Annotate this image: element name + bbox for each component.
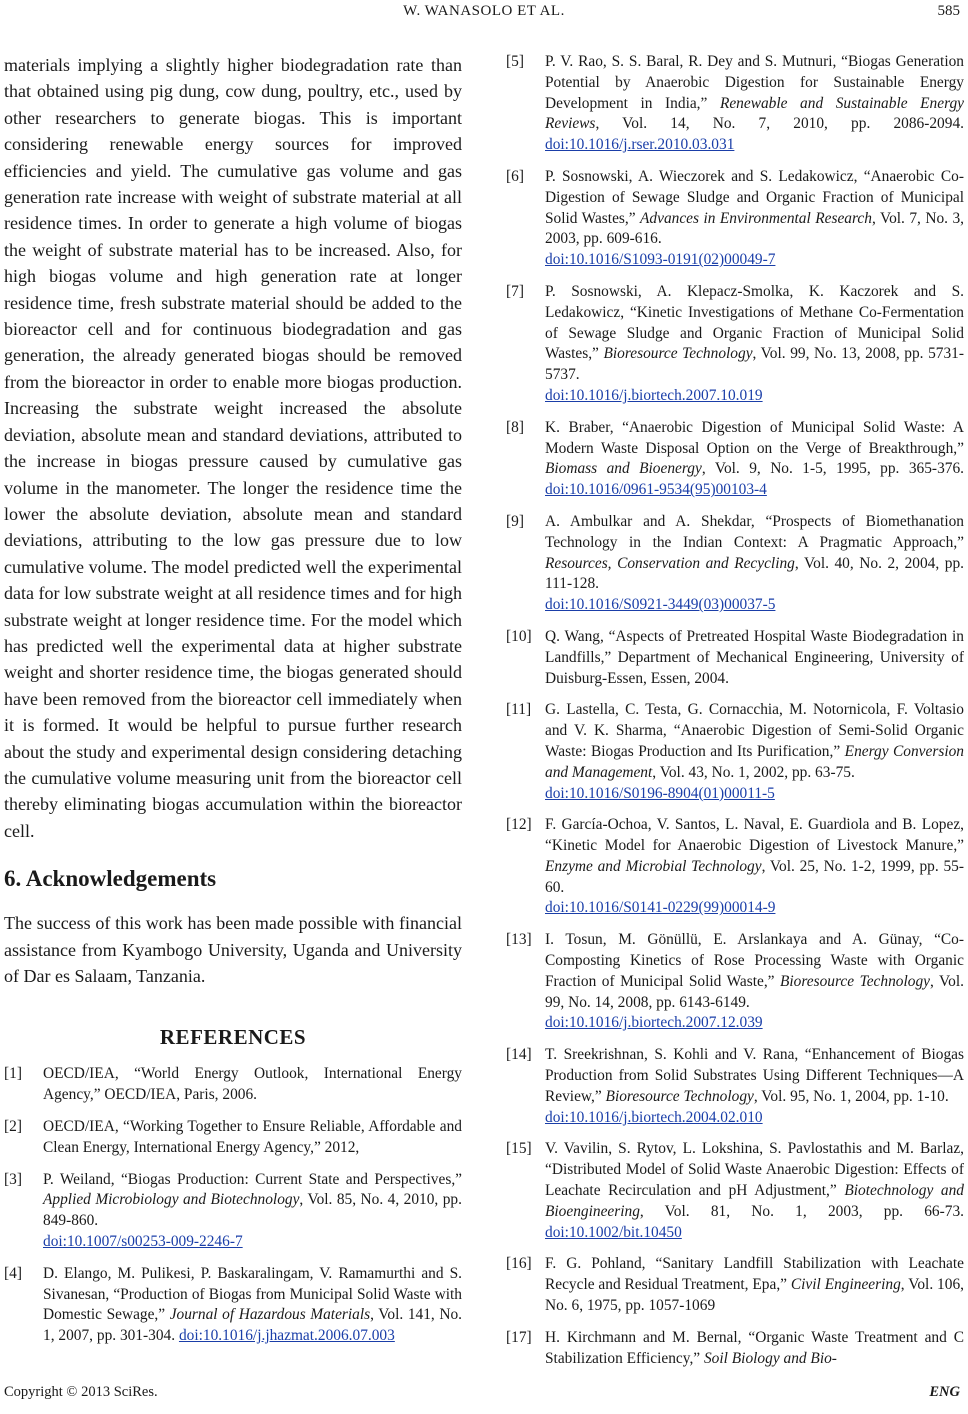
reference-item	[506, 52, 964, 156]
reference-number: [13]	[506, 931, 532, 949]
reference-item	[506, 700, 964, 804]
reference-number: [4]	[4, 1264, 22, 1282]
reference-item	[506, 512, 964, 616]
reference-text: T. Sreekrishnan, S. Kohli and V. Rana, “Enhancement of Biogas Production from Solid Substrates Using Different Techniques—A Review,”	[545, 1046, 964, 1105]
reference-item	[506, 930, 964, 1034]
reference-text: G. Lastella, C. Testa, G. Cornacchia, M. Notornicola, F. Voltasio and V. K. Sharma, “Anaerobic Digestion of Semi-Solid Organic Waste: Biogas Production and Its Purification,”	[545, 701, 964, 760]
doi-link[interactable]: doi:10.1016/S1093-0191(02)00049-7	[545, 251, 776, 269]
reference-details: , Vol. 25, No. 1-2, 1999, pp. 55-60.	[545, 857, 964, 896]
page-header	[0, 3, 968, 25]
reference-item	[506, 815, 964, 919]
reference-list-left	[4, 1064, 462, 1347]
reference-text: OECD/IEA, “World Energy Outlook, International Energy Agency,” OECD/IEA, Paris, 2006.	[43, 1065, 462, 1104]
doi-link[interactable]: doi:10.1016/S0141-0229(99)00014-9	[545, 899, 776, 917]
reference-number: [7]	[506, 282, 524, 300]
reference-details: , Vol. 40, No. 2, 2004, pp. 111-128.	[545, 554, 964, 593]
reference-source: Biotechnology and Bioengineering	[545, 1182, 965, 1220]
reference-details: , Vol. 99, No. 13, 2008, pp. 5731-5737.	[545, 345, 964, 384]
reference-text: P. V. Rao, S. S. Baral, R. Dey and S. Mutnuri, “Biogas Generation Potential by Anaerobic Digestion for Sustainable Energy Development in India,”	[545, 53, 964, 112]
doi-link[interactable]: doi:10.1016/0961-9534(95)00103-4	[545, 481, 767, 499]
reference-source: Journal of Hazardous Materials	[169, 1306, 371, 1324]
reference-number: [11]	[506, 701, 532, 719]
reference-item	[506, 282, 964, 407]
acknowledgements-heading: 6. Acknowledgements	[4, 866, 217, 892]
conclusion-paragraph: materials implying a slightly higher biodegradation rate than that obtained using pig dung, cow dung, poultry, etc., used by other researchers to generate biogas. This is important considering renewable energy sources for improved efficiencies and yield. The cumulative gas volume and gas generation rate increase with weight of substrate material at all residence times. In order to generate a high volume of biogas the weight of substrate material has to be increased. Also, for high biogas volume and high generation rate at longer residence time, fresh substrate material should be added to the bioreactor cell and for continuous biodegradation and gas generation, the already generated biogas should be removed from the bioreactor in order to enable more biogas production. Increasing the substrate weight increased the absolute deviation, absolute mean and standard deviations, attributed to the increase in biogas pressure caused by cumulative gas volume in the manometer. The longer the residence time the lower the absolute deviation, absolute mean and standard deviations, attributing to the low gas pressure due to low cumulative volume. The model predicted well the experimental data for low substrate weight at all residence times and for high substrate weight at longer residence time. For the model which has predicted well the experimental data at higher substrate weight and shorter residence time, the biogas generated should have been removed from the bioreactor cell immediately when it is formed. It would be helpful to pursue further research about the study and experimental design considering detaching the cumulative volume measuring unit from the bioreactor cell thereby eliminating biogas accumulation within the bioreactor cell.	[4, 55, 462, 841]
doi-link[interactable]: doi:10.1002/bit.10450	[545, 1223, 682, 1241]
reference-text: P. Sosnowski, A. Klepacz-Smolka, K. Kaczorek and S. Ledakowicz, “Kinetic Investigations of Methane Co-Fermentation of Sewage Sludge and Organic Fraction of Municipal Solid Wastes,”	[545, 282, 964, 363]
reference-text: V. Vavilin, S. Rytov, L. Lokshina, S. Pavlostathis and M. Barlaz, “Distributed Model of Solid Waste Anaerobic Digestion: Effects of Leachate Recirculation and pH Adjustment,”	[545, 1140, 964, 1200]
reference-item	[4, 1264, 462, 1347]
reference-source: Civil Engineering	[790, 1276, 901, 1294]
reference-text: Q. Wang, “Aspects of Pretreated Hospital Waste Biodegradation in Landfills,” Department of Mechanical Engineering, University of Duisburg-Essen, Essen, 2004.	[545, 627, 964, 687]
reference-number: [14]	[506, 1046, 532, 1064]
reference-source: Soil Biology and Bio-	[703, 1349, 837, 1367]
journal-abbreviation: ENG	[929, 1384, 960, 1400]
reference-text: F. G. Pohland, “Sanitary Landfill Stabilization with Leachate Recycle and Residual Treatment, Epa,”	[545, 1255, 964, 1294]
reference-item	[506, 1328, 964, 1370]
reference-details: , Vol. 9, No. 1-5, 1995, pp. 365-376.	[701, 460, 964, 478]
reference-source: Bioresource Technology	[780, 972, 930, 990]
reference-text: D. Elango, M. Pulikesi, P. Baskaralingam, V. Ramamurthi and S. Sivanesan, “Production of Biogas from Municipal Solid Waste with Domestic Sewage,”	[43, 1264, 462, 1324]
reference-source: Energy Conversion and Management	[545, 742, 964, 781]
reference-item	[506, 1254, 964, 1316]
reference-details: , Vol. 141, No. 1, 2007, pp. 301-304.	[43, 1306, 462, 1345]
reference-number: [10]	[506, 627, 532, 645]
reference-details: , Vol. 81, No. 1, 2003, pp. 66-73.	[639, 1202, 964, 1220]
reference-details: , Vol. 43, No. 1, 2002, pp. 63-75.	[652, 763, 855, 781]
reference-source: Applied Microbiology and Biotechnology	[43, 1191, 300, 1209]
right-column	[506, 52, 964, 1380]
reference-item	[4, 1117, 462, 1159]
reference-number: [1]	[4, 1065, 22, 1083]
reference-number: [17]	[506, 1328, 532, 1346]
running-head: W. WANASOLO ET AL.	[403, 3, 565, 19]
reference-text: I. Tosun, M. Gönüllü, E. Arslankaya and A. Günay, “Co-Composting Kinetics of Rose Processing Waste with Organic Fraction of Municipal Solid Waste,”	[545, 931, 964, 990]
reference-number: [6]	[506, 167, 524, 185]
doi-link[interactable]: doi:10.1016/S0921-3449(03)00037-5	[545, 596, 776, 614]
page-footer	[4, 1384, 960, 1401]
doi-link[interactable]: doi:10.1016/j.biortech.2007.12.039	[545, 1014, 763, 1032]
reference-source: Advances in Environmental Research	[640, 209, 872, 227]
reference-details: , Vol. 106, No. 6, 1975, pp. 1057-1069	[545, 1276, 964, 1315]
reference-item	[4, 1170, 462, 1253]
reference-item	[506, 1045, 964, 1128]
acknowledgements-text: The success of this work has been made possible with financial assistance from Kyambogo University, Uganda and University of Dar es Salaam, Tanzania.	[4, 913, 462, 986]
reference-text: OECD/IEA, “Working Together to Ensure Reliable, Affordable and Clean Energy, International Energy Agency,” 2012,	[43, 1118, 462, 1156]
doi-link[interactable]: doi:10.1016/j.biortech.2004.02.010	[545, 1108, 763, 1126]
reference-source: Bioresource Technology	[603, 345, 753, 363]
doi-link[interactable]: doi:10.1016/j.biortech.2007.10.019	[545, 386, 763, 404]
reference-number: [16]	[506, 1255, 532, 1273]
reference-number: [12]	[506, 816, 532, 834]
reference-source: Resources, Conservation and Recycling	[545, 554, 795, 572]
reference-item	[506, 418, 964, 501]
reference-number: [8]	[506, 418, 524, 436]
reference-text: P. Sosnowski, A. Wieczorek and S. Ledakowicz, “Anaerobic Co-Digestion of Sewage Sludge and Organic Fraction of Municipal Solid Wastes,”	[545, 167, 964, 227]
reference-details: , Vol. 95, No. 1, 2004, pp. 1-10.	[753, 1087, 949, 1105]
reference-text: H. Kirchmann and M. Bernal, “Organic Waste Treatment and C Stabilization Efficiency,”	[545, 1328, 964, 1367]
reference-details: , Vol. 7, No. 3, 2003, pp. 609-616.	[545, 209, 965, 248]
reference-source: Renewable and Sustainable Energy Reviews	[545, 94, 965, 133]
reference-source: Biomass and Bioenergy	[545, 460, 702, 478]
reference-details: , Vol. 14, No. 7, 2010, pp. 2086-2094.	[595, 115, 964, 133]
doi-link[interactable]: doi:10.1007/s00253-009-2246-7	[43, 1232, 243, 1250]
reference-number: [9]	[506, 512, 524, 530]
left-column	[4, 52, 462, 1358]
copyright-notice: Copyright © 2013 SciRes.	[4, 1384, 158, 1400]
doi-link[interactable]: doi:10.1016/j.rser.2010.03.031	[545, 136, 735, 154]
reference-item	[506, 167, 964, 271]
reference-details: , Vol. 99, No. 14, 2008, pp. 6143-6149.	[545, 972, 965, 1011]
reference-list-right	[506, 52, 964, 1369]
reference-number: [2]	[4, 1118, 22, 1135]
reference-item	[4, 1064, 462, 1106]
reference-text: F. García-Ochoa, V. Santos, L. Naval, E. Guardiola and B. Lopez, “Kinetic Model for Anaerobic Digestion of Livestock Manure,”	[545, 816, 964, 855]
reference-details: , Vol. 85, No. 4, 2010, pp. 849-860.	[43, 1191, 462, 1230]
reference-text: K. Braber, “Anaerobic Digestion of Municipal Solid Waste: A Modern Waste Disposal Option on the Verge of Breakthrough,”	[545, 418, 964, 457]
doi-link[interactable]: doi:10.1016/S0196-8904(01)00011-5	[545, 784, 775, 802]
reference-source: Enzyme and Microbial Technology	[545, 857, 762, 875]
doi-link[interactable]: doi:10.1016/j.jhazmat.2006.07.003	[178, 1327, 395, 1345]
reference-text: P. Weiland, “Biogas Production: Current State and Perspectives,”	[43, 1170, 462, 1188]
reference-number: [5]	[506, 53, 524, 70]
reference-number: [3]	[4, 1170, 22, 1188]
reference-source: Bioresource Technology	[605, 1087, 754, 1105]
page-number: 585	[937, 3, 960, 19]
reference-number: [15]	[506, 1140, 532, 1158]
reference-text: A. Ambulkar and A. Shekdar, “Prospects of Biomethanation Technology in the Indian Context: A Pragmatic Approach,”	[545, 512, 964, 551]
references-heading: REFERENCES	[159, 1025, 307, 1050]
reference-item	[506, 627, 964, 689]
reference-item	[506, 1139, 964, 1243]
